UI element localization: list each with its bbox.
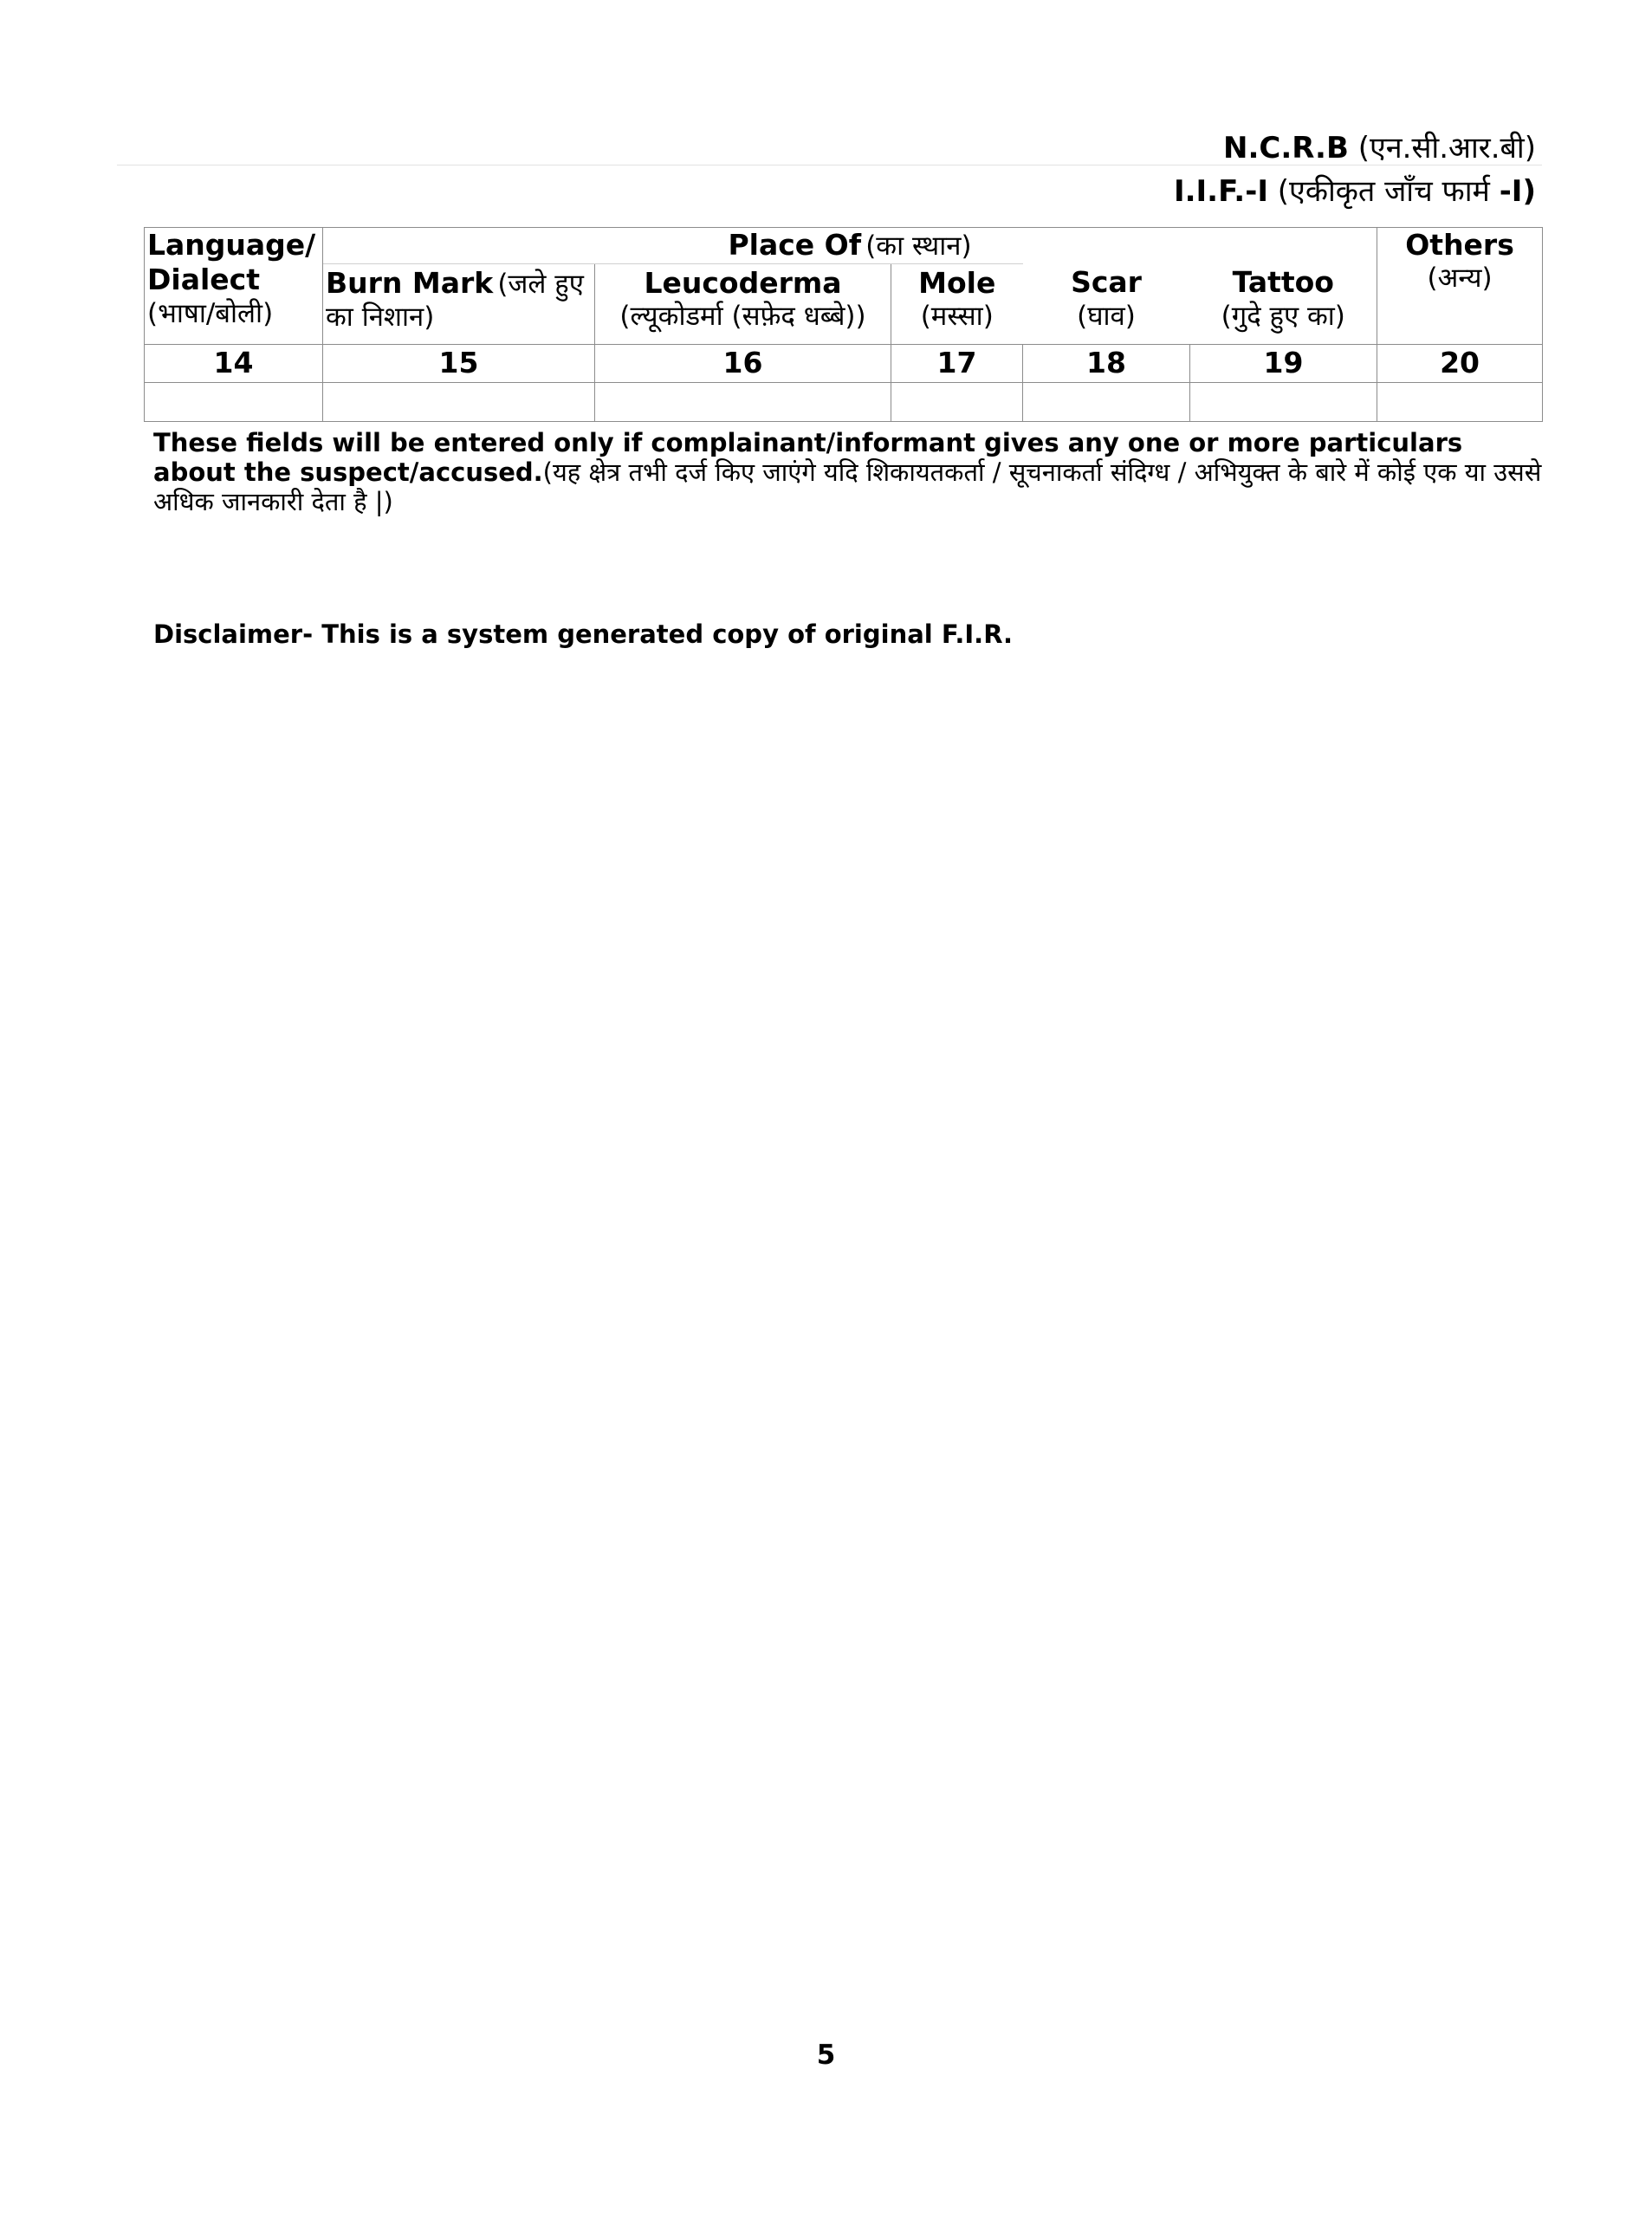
column-number: 20 (1377, 344, 1543, 382)
disclaimer: Disclaimer- This is a system generated copy of original F.I.R. (153, 619, 1014, 649)
mole-label: Mole (918, 265, 996, 300)
page-number: 5 (816, 2040, 836, 2071)
place-of-label: Place Of (728, 228, 862, 262)
leucoderma-label: Leucoderma (644, 265, 842, 300)
fields-note-hi: (यह क्षेत्र तभी दर्ज किए जाएंगे यदि शिकायतकर्ता / सूचनाकर्ता संदिग्ध / अभियुक्त के बारे में कोई एक या उससे अधिक जानकारी देता है |) (153, 457, 1542, 516)
identification-marks-table (144, 227, 1543, 422)
others-header (1377, 228, 1543, 345)
leucoderma-label-hi: (ल्यूकोडर्मा (सफ़ेद धब्बे)) (619, 301, 866, 333)
scar-value (1023, 382, 1190, 421)
tattoo-header (1190, 263, 1377, 344)
place-of-header (323, 228, 1377, 264)
mole-label-hi: (मस्सा) (920, 301, 994, 333)
language-dialect-label: Language/ Dialect (147, 228, 316, 297)
column-number: 18 (1023, 344, 1190, 382)
header-ncrb-en: N.C.R.B (1223, 131, 1349, 165)
column-number: 15 (323, 344, 595, 382)
column-number: 16 (595, 344, 891, 382)
others-value (1377, 382, 1543, 421)
burn-mark-value (323, 382, 595, 421)
tattoo-label: Tattoo (1232, 265, 1334, 300)
scar-header (1023, 263, 1190, 344)
header-iif-close: -I) (1499, 174, 1536, 209)
scar-label: Scar (1071, 265, 1142, 300)
header-iif-hi: (एकीकृत जाँच फार्म (1277, 174, 1490, 209)
tattoo-value (1190, 382, 1377, 421)
column-number: 17 (891, 344, 1023, 382)
others-label-hi: (अन्य) (1427, 263, 1493, 295)
fields-note-en: These fields will be entered only if complainant/informant gives any one or more particulars about the suspect/accused. (153, 428, 1463, 487)
data-row (145, 382, 1543, 421)
header-iif (1174, 170, 1536, 210)
mole-header (891, 263, 1023, 344)
leucoderma-header (595, 263, 891, 344)
burn-mark-label: Burn Mark (326, 265, 494, 300)
header-ncrb-hi: (एन.सी.आर.बी) (1357, 131, 1536, 165)
burn-mark-header (323, 263, 595, 344)
column-number: 14 (145, 344, 323, 382)
column-number: 19 (1190, 344, 1377, 382)
header-ncrb (1223, 126, 1536, 166)
place-of-label-hi: (का स्थान) (865, 230, 972, 262)
others-label: Others (1405, 228, 1514, 262)
fields-note (153, 428, 1548, 516)
tattoo-label-hi: (गुदे हुए का) (1221, 300, 1345, 332)
leucoderma-value (595, 382, 891, 421)
language-dialect-label-hi: (भाषा/बोली) (147, 297, 274, 329)
language-dialect-header (145, 228, 323, 345)
column-number-row (145, 344, 1543, 382)
mole-value (891, 382, 1023, 421)
language-dialect-value (145, 382, 323, 421)
scar-label-hi: (घाव) (1077, 300, 1136, 332)
burn-mark-label-hi: (जले हुए का निशान) (326, 268, 584, 333)
header-iif-en: I.I.F.-I (1173, 174, 1268, 209)
